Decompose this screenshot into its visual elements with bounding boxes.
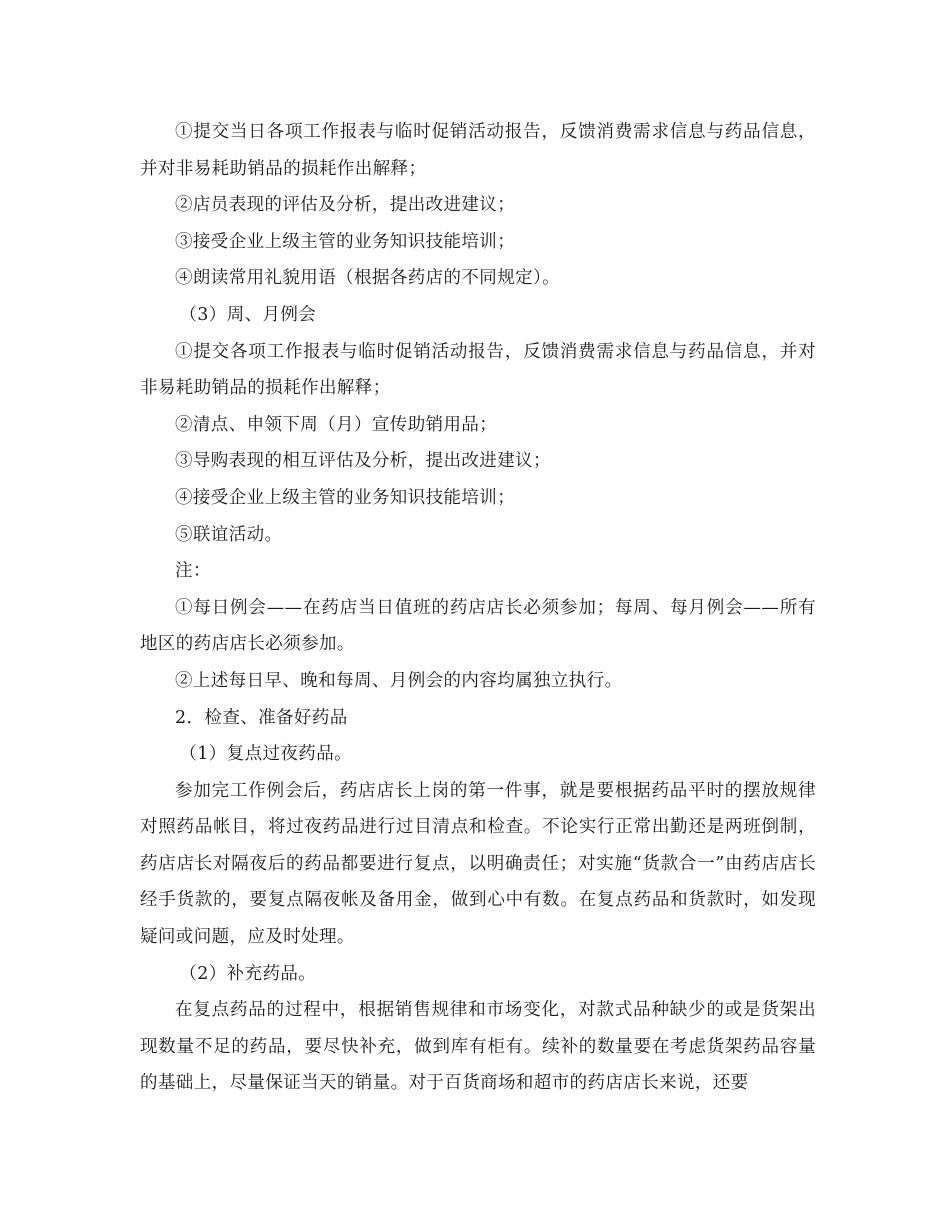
paragraph-daily-item-2: ②店员表现的评估及分析，提出改进建议；: [175, 195, 516, 216]
heading-check-prepare-medicine: 2．检查、准备好药品: [175, 707, 348, 728]
paragraph-daily-item-1: ①提交当日各项工作报表与临时促销活动报告，反馈消费需求信息与药品信息，并对非易耗助销品的损耗作出解释；: [140, 122, 816, 179]
heading-replenish-medicine: （2）补充药品。: [179, 963, 317, 984]
paragraph-recount-overnight: 参加完工作例会后，药店店长上岗的第一件事，就是要根据药品平时的摆放规律对照药品帐目，将过夜药品进行过目清点和检查。不论实行正常出勤还是两班倒制，药店店长对隔夜后的药品都要进行复点，以明确责任；对实施“货款合一”由药店店长经手货款的，要复点隔夜帐及备用金，做到心中有数。在复点药品和货款时，如发现疑问或问题，应及时处理。: [140, 780, 816, 948]
paragraph-replenish-medicine: 在复点药品的过程中，根据销售规律和市场变化，对款式品种缺少的或是货架出现数量不足的药品，要尽快补充，做到库有柜有。续补的数量要在考虑货架药品容量的基础上，尽量保证当天的销量。对于百货商场和超市的药店店长来说，还要: [140, 1000, 816, 1094]
paragraph-weekly-item-2: ②清点、申领下周（月）宣传助销用品；: [175, 414, 498, 435]
paragraph-weekly-item-4: ④接受企业上级主管的业务知识技能培训；: [175, 487, 516, 508]
heading-recount-overnight: （1）复点过夜药品。: [179, 744, 353, 765]
note-item-2: ②上述每日早、晚和每周、月例会的内容均属独立执行。: [175, 670, 623, 691]
note-label: 注：: [175, 561, 211, 582]
note-item-1: ①每日例会——在药店当日值班的药店店长必须参加；每周、每月例会——所有地区的药店店长必须参加。: [140, 597, 816, 655]
heading-weekly-monthly-meeting: （3）周、月例会: [179, 304, 317, 325]
paragraph-weekly-item-1: ①提交各项工作报表与临时促销活动报告，反馈消费需求信息与药品信息，并对非易耗助销品的损耗作出解释；: [140, 341, 816, 399]
paragraph-daily-item-4: ④朗读常用礼貌用语（根据各药店的不同规定）。: [175, 268, 561, 289]
paragraph-daily-item-3: ③接受企业上级主管的业务知识技能培训；: [175, 231, 516, 252]
paragraph-weekly-item-5: ⑤联谊活动。: [175, 524, 283, 545]
document-body: [140, 114, 816, 1102]
paragraph-weekly-item-3: ③导购表现的相互评估及分析，提出改进建议；: [175, 451, 551, 472]
